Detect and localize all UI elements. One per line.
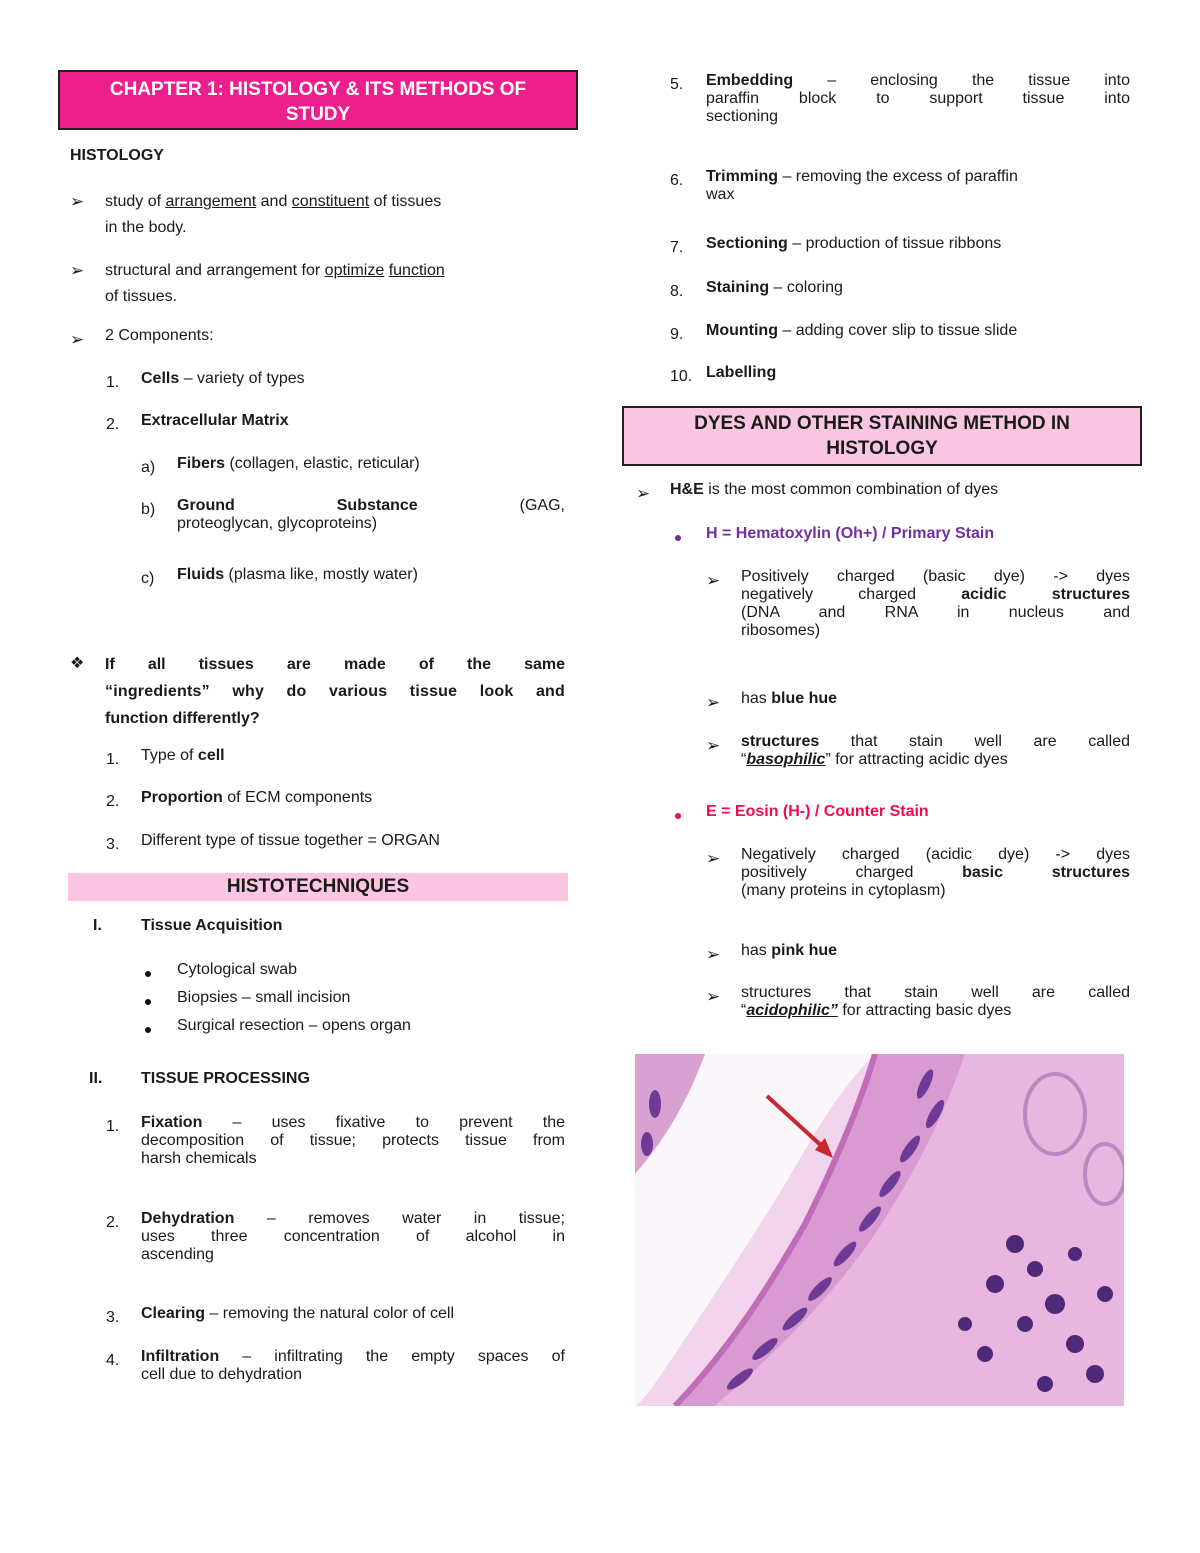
component-num: 1. bbox=[106, 374, 120, 391]
component-item: Extracellular Matrix bbox=[141, 412, 289, 429]
arrow-bullet-icon: ➢ bbox=[706, 571, 721, 590]
component-num: 2. bbox=[106, 416, 120, 433]
answer-num: 2. bbox=[106, 793, 120, 810]
answer-item: Type of cell bbox=[141, 747, 225, 764]
process-num: 8. bbox=[670, 283, 684, 300]
histology-heading: HISTOLOGY bbox=[70, 147, 164, 164]
section-title: Tissue Acquisition bbox=[141, 917, 283, 934]
diamond-bullet-icon: ❖ bbox=[70, 655, 85, 672]
process-item: Sectioning – production of tissue ribbons bbox=[706, 235, 1002, 252]
section-roman: II. bbox=[89, 1070, 103, 1087]
acquisition-item: Surgical resection – opens organ bbox=[177, 1017, 411, 1034]
process-num: 1. bbox=[106, 1118, 120, 1135]
section-roman: I. bbox=[93, 917, 102, 934]
process-num: 6. bbox=[670, 172, 684, 189]
eosin-point-2: has pink hue bbox=[741, 942, 838, 959]
chapter-title-box bbox=[58, 70, 578, 130]
arrow-bullet-icon: ➢ bbox=[70, 330, 85, 349]
eosin-title: E = Eosin (H-) / Counter Stain bbox=[706, 803, 929, 820]
tissue-micrograph-svg bbox=[635, 1054, 1124, 1406]
histology-bullet-1: study of arrangement and constituent of tissues in the body. bbox=[105, 193, 442, 236]
process-item: Clearing – removing the natural color of cell bbox=[141, 1305, 455, 1322]
process-item: Dehydration – removes water in tissue; uses three concentration of alcohol in ascending bbox=[141, 1210, 565, 1263]
hematoxylin-point-1: Positively charged (basic dye) -> dyes negatively charged acidic structures (DNA and RNA in nucleus and ribosomes) bbox=[741, 568, 1130, 639]
hematoxylin-point-2: has blue hue bbox=[741, 690, 838, 707]
round-bullet-icon bbox=[145, 999, 151, 1005]
process-item: Mounting – adding cover slip to tissue slide bbox=[706, 322, 1018, 339]
histology-bullet-3: 2 Components: bbox=[105, 327, 214, 344]
process-item: Fixation – uses fixative to prevent the decomposition of tissue; protects tissue from harsh chemicals bbox=[141, 1114, 565, 1167]
round-bullet-icon bbox=[675, 535, 681, 541]
arrow-bullet-icon: ➢ bbox=[706, 736, 721, 755]
round-bullet-icon bbox=[675, 813, 681, 819]
he-stained-tissue-image bbox=[635, 1054, 1124, 1406]
section-title: TISSUE PROCESSING bbox=[141, 1070, 310, 1087]
acquisition-item: Biopsies – small incision bbox=[177, 989, 351, 1006]
answer-item: Proportion of ECM components bbox=[141, 789, 373, 806]
dyes-title-line2: HISTOLOGY bbox=[826, 438, 938, 459]
arrow-bullet-icon: ➢ bbox=[706, 849, 721, 868]
process-item: Trimming – removing the excess of paraffin wax bbox=[706, 168, 1018, 203]
eosin-point-3: structures that stain well are called “acidophilic” for attracting basic dyes bbox=[741, 984, 1130, 1019]
he-intro: H&E is the most common combination of dyes bbox=[670, 481, 999, 498]
answer-num: 1. bbox=[106, 751, 120, 768]
ecm-item: Fibers (collagen, elastic, reticular) bbox=[177, 455, 420, 472]
process-num: 2. bbox=[106, 1214, 120, 1231]
round-bullet-icon bbox=[145, 1027, 151, 1033]
chapter-title-line1: CHAPTER 1: HISTOLOGY & ITS METHODS OF bbox=[109, 79, 527, 100]
histotechniques-band: HISTOTECHNIQUES bbox=[68, 873, 568, 901]
process-num: 5. bbox=[670, 76, 684, 93]
hematoxylin-title: H = Hematoxylin (Oh+) / Primary Stain bbox=[706, 525, 995, 542]
arrow-bullet-icon: ➢ bbox=[706, 987, 721, 1006]
process-num: 4. bbox=[106, 1352, 120, 1369]
process-item: Labelling bbox=[706, 364, 777, 381]
ecm-letter: a) bbox=[141, 459, 156, 476]
arrow-bullet-icon: ➢ bbox=[706, 693, 721, 712]
ecm-item: Ground Substance (GAG, proteoglycan, glycoproteins) bbox=[177, 497, 565, 532]
process-item: Staining – coloring bbox=[706, 279, 843, 296]
ecm-letter: c) bbox=[141, 570, 155, 587]
hematoxylin-point-3: structures that stain well are called “basophilic” for attracting acidic dyes bbox=[741, 733, 1130, 768]
ecm-item: Fluids (plasma like, mostly water) bbox=[177, 566, 418, 583]
process-num: 7. bbox=[670, 239, 684, 256]
answer-num: 3. bbox=[106, 836, 120, 853]
eosin-point-1: Negatively charged (acidic dye) -> dyes positively charged basic structures (many proteins in cytoplasm) bbox=[741, 846, 1131, 899]
arrow-bullet-icon: ➢ bbox=[70, 192, 85, 211]
process-item: Embedding – enclosing the tissue into paraffin block to support tissue into sectioning bbox=[706, 72, 1130, 125]
process-num: 3. bbox=[106, 1309, 120, 1326]
histology-bullet-2: structural and arrangement for optimize function of tissues. bbox=[105, 262, 445, 305]
chapter-title-line2: STUDY bbox=[285, 104, 351, 125]
arrow-bullet-icon: ➢ bbox=[70, 261, 85, 280]
round-bullet-icon bbox=[145, 971, 151, 977]
acquisition-item: Cytological swab bbox=[177, 961, 298, 978]
process-num: 10. bbox=[670, 368, 693, 385]
answer-item: Different type of tissue together = ORGAN bbox=[141, 832, 440, 849]
process-item: Infiltration – infiltrating the empty spaces of cell due to dehydration bbox=[141, 1348, 565, 1383]
dyes-title-box bbox=[622, 406, 1142, 466]
process-num: 9. bbox=[670, 326, 684, 343]
question-block: If all tissues are made of the same “ingredients” why do various tissue look and function differently? bbox=[105, 656, 565, 727]
arrow-bullet-icon: ➢ bbox=[636, 484, 651, 503]
ecm-letter: b) bbox=[141, 501, 156, 518]
component-item: Cells – variety of types bbox=[141, 370, 305, 387]
arrow-bullet-icon: ➢ bbox=[706, 945, 721, 964]
dyes-title-line1: DYES AND OTHER STAINING METHOD IN bbox=[694, 413, 1070, 434]
